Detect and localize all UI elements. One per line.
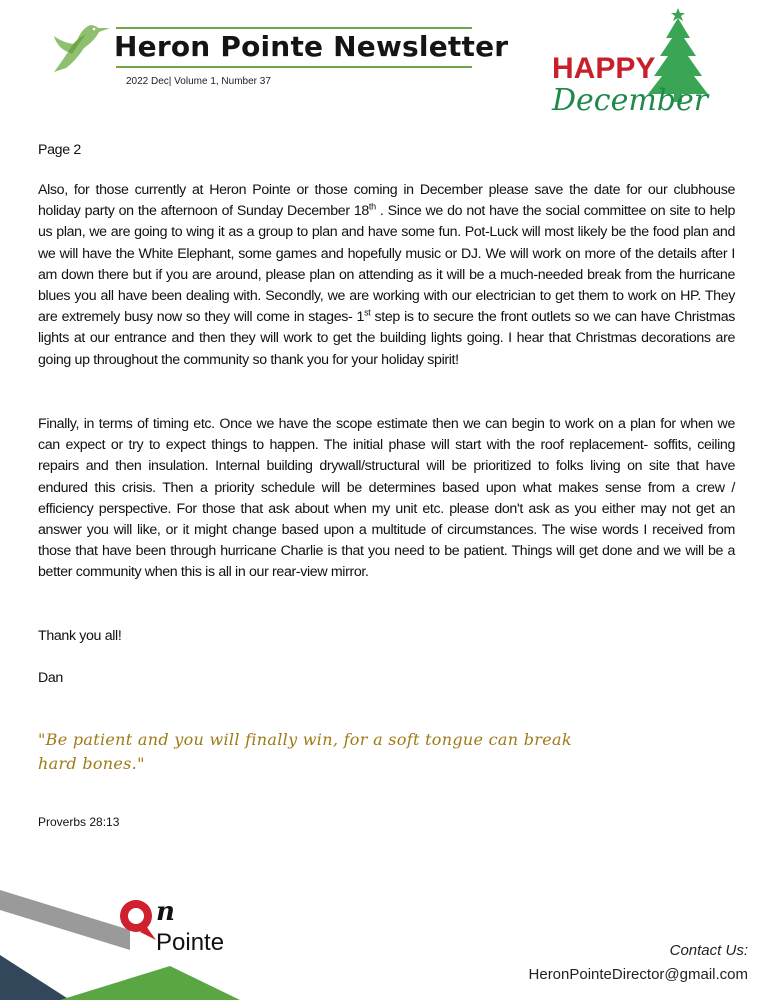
map-pin-icon [120, 900, 156, 940]
header-rule-top [116, 27, 472, 29]
badge-happy: HAPPY [552, 52, 656, 85]
happy-december-badge [548, 4, 718, 122]
header-rule-bottom [116, 66, 472, 68]
proverb-quote: "Be patient and you will finally win, for a soft tongue can break hard bones." [38, 730, 572, 773]
badge-december: December [552, 83, 709, 118]
paragraph-repairs-timing: Finally, in terms of timing etc. Once we have the scope estimate then we can begin to work on a plan for when we can expect or try to expect things to happen. The initial phase will start with the roof replacement- soffits, ceiling repairs and then insulation. Internal building drywall/structural will be prioritized to folks living on site that have endured this crisis. Then a priority schedule will be determines based upon what makes sense from a crew / efficiency perspective. For those that ask about when my unit etc. please don't ask as you either may not get an answer you will like, or it might change based upon a multitude of circumstances. The wise words I received from those that have been through hurricane Charlie is that you need to be patient. Things will get done and we will be a better community when this is all in our rear-view mirror. [38, 416, 735, 581]
logo-pointe: Pointe [156, 929, 225, 956]
on-pointe-logo [112, 896, 242, 956]
signoff-name: Dan [38, 670, 63, 686]
page-label: Page 2 [38, 142, 81, 158]
paragraph-holiday-party: Also, for those currently at Heron Pointe or those coming in December please save the date for our clubhouse holiday party on the afternoon of Sunday December 18th . Since we do not have the social committee on site to help us plan, we are going to wing it as a group to plan and have some fun. Pot-Luck will most likely be the food plan and we will have the White Elephant, some games and hopefully music or DJ. We will work on more of the details after I am down there but if you are around, please plan on attending as it will be a much-needed break from the hurricane blues you all have been dealing with. Secondly, we are working with our electrician to get them to work on HP. They are extremely busy now so they will come in stages- 1st step is to secure the front outlets so we can have Christmas lights at our entrance and then they will work to get the building lights going. I hear that Christmas decorations are going up throughout the community so thank you for your holiday spirit! [38, 182, 735, 368]
thanks-line: Thank you all! [38, 628, 122, 644]
newsletter-title: Heron Pointe Newsletter [114, 30, 509, 63]
contact-label: Contact Us: [669, 942, 748, 959]
contact-email[interactable]: HeronPointeDirector@gmail.com [528, 966, 748, 983]
issue-info: 2022 Dec| Volume 1, Number 37 [126, 76, 271, 87]
heron-bird-icon [50, 14, 112, 78]
proverb-citation: Proverbs 28:13 [38, 815, 120, 829]
logo-n: n [156, 897, 175, 927]
